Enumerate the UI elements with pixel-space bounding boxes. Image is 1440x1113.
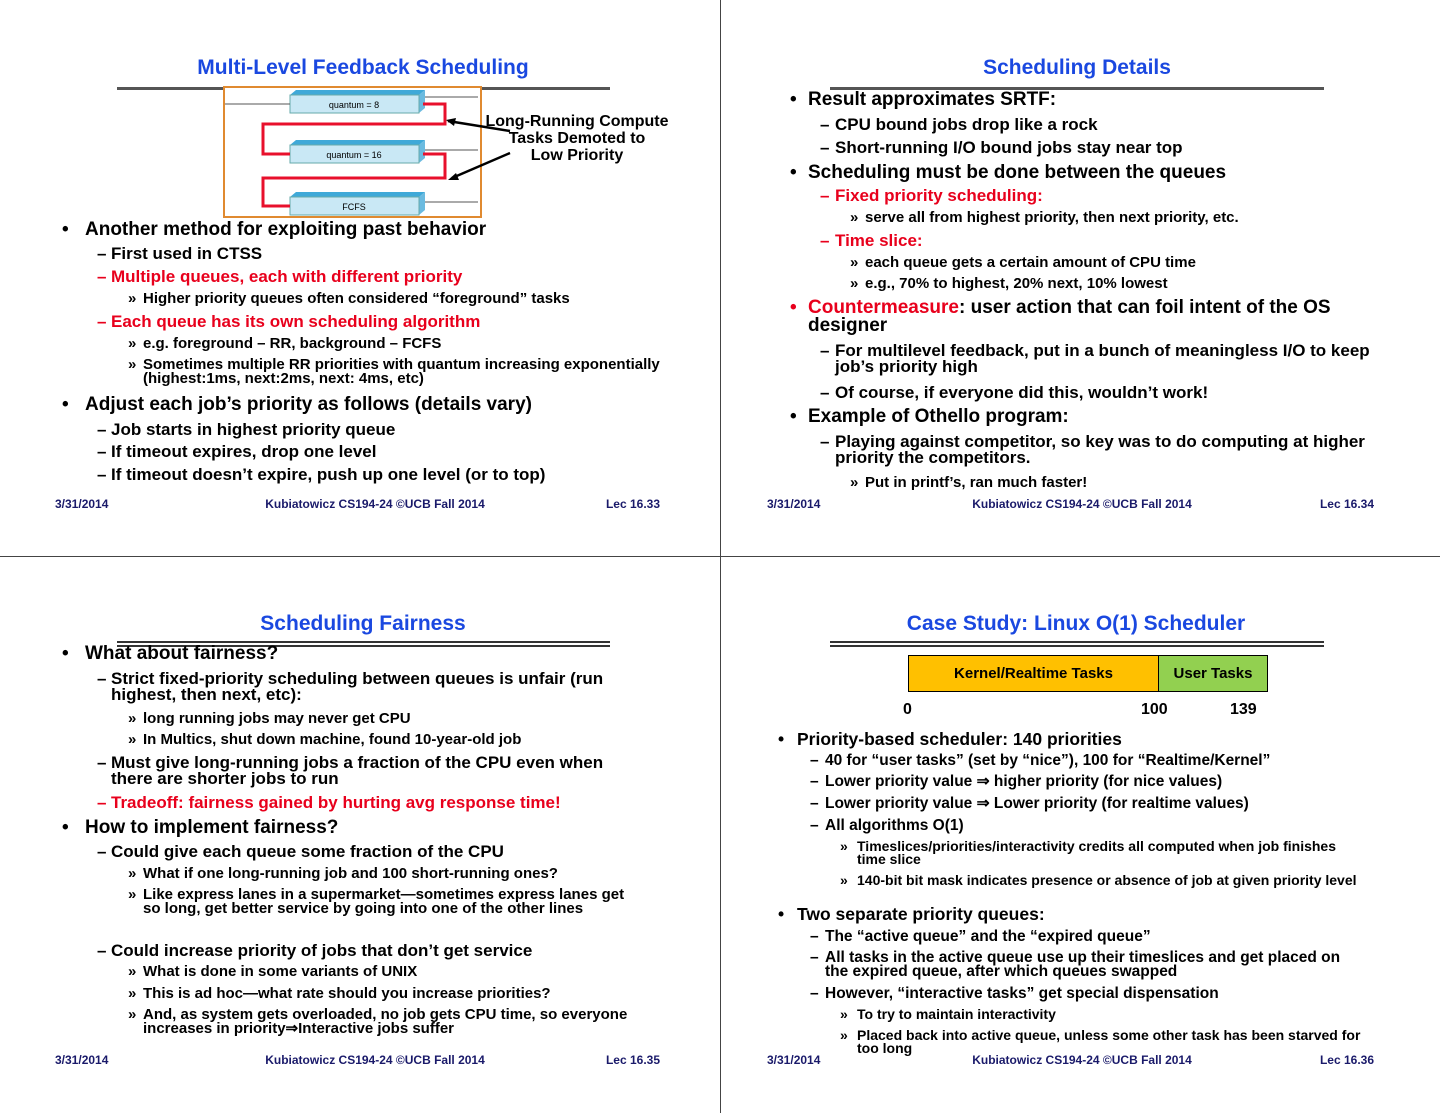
bullet-item <box>778 903 1365 924</box>
bullet-text: e.g., 70% to highest, 20% next, 10% lowest <box>865 274 1168 292</box>
slide-date: 3/31/2014 <box>767 497 821 511</box>
bullet-text: Tradeoff: fairness gained by hurting avg response time! <box>111 792 561 812</box>
svg-text:Tasks Demoted to: Tasks Demoted to <box>508 130 646 147</box>
bullet-marker: • <box>790 405 797 427</box>
kernel-segment: Kernel/Realtime Tasks <box>909 656 1159 691</box>
svg-text:quantum = 8: quantum = 8 <box>328 100 380 110</box>
bullet-text: Fixed priority scheduling: <box>835 185 1043 205</box>
bullet-text: What about fairness? <box>85 642 279 664</box>
bullet-text: 140-bit bit mask indicates presence or absence of job at given priority level <box>857 871 1357 888</box>
bullet-text: Adjust each job’s priority as follows (details vary) <box>85 393 532 415</box>
sub-sub-bullet-item <box>840 871 1365 888</box>
slide-footer: Kubiatowicz CS194-24 ©UCB Fall 2014 <box>972 1053 1192 1067</box>
title-rule <box>830 641 1324 647</box>
bullet-marker: – <box>810 772 819 790</box>
sub-bullet-item <box>810 927 1365 945</box>
sub-bullet-item <box>97 266 685 286</box>
sub-sub-bullet-item <box>850 274 1405 292</box>
bullet-marker: – <box>97 243 107 263</box>
bullet-marker: » <box>128 334 137 352</box>
bullet-marker: » <box>128 885 137 903</box>
bullet-item <box>62 393 685 415</box>
bullet-text: All algorithms O(1) <box>825 816 964 834</box>
bullet-text: each queue gets a certain amount of CPU time <box>865 253 1196 271</box>
sub-bullet-item <box>810 984 1365 1002</box>
bullet-text: The “active queue” and the “expired queue” <box>825 927 1151 945</box>
sub-bullet-item <box>97 311 685 331</box>
bullet-text: serve all from highest priority, then next priority, etc. <box>865 208 1239 226</box>
slide-title: Multi-Level Feedback Scheduling <box>197 56 529 79</box>
bullet-marker: – <box>97 464 107 484</box>
bullet-item <box>790 88 1405 110</box>
slide-scheduling-fairness <box>0 556 720 1112</box>
bullet-text: This is ad hoc—what rate should you increase priorities? <box>143 984 551 1002</box>
bullet-marker: – <box>97 940 107 960</box>
slide-date: 3/31/2014 <box>767 1053 821 1067</box>
bullet-text: Higher priority queues often considered “foreground” tasks <box>143 289 570 307</box>
queue-box <box>290 140 425 163</box>
sub-sub-bullet-item <box>850 473 1405 491</box>
bullet-text: : user action that can foil intent of the OS designer <box>808 296 1331 336</box>
mlfq-diagram <box>220 84 690 224</box>
slide-footer: Kubiatowicz CS194-24 ©UCB Fall 2014 <box>265 497 485 511</box>
bullet-text: Like express lanes in a supermarket—sometimes express lanes get so long, get better service by going into one of the other lines <box>143 885 625 917</box>
slide-multi-level-feedback <box>0 0 720 556</box>
sub-sub-bullet-item <box>128 1005 645 1037</box>
bullet-marker: – <box>97 668 107 688</box>
bullet-marker: » <box>128 289 137 307</box>
bullet-text: What is done in some variants of UNIX <box>143 962 418 980</box>
bullet-marker: » <box>128 864 137 882</box>
sub-bullet-item <box>820 114 1405 134</box>
sub-bullet-item <box>97 464 685 484</box>
bullet-marker: » <box>840 1026 848 1043</box>
bullet-text: Timeslices/priorities/interactivity credits all computed when job finishes time slice <box>857 837 1336 868</box>
bullet-marker: » <box>840 1005 848 1022</box>
bullet-text: Multiple queues, each with different priority <box>111 266 463 286</box>
svg-text:FCFS: FCFS <box>342 202 366 212</box>
sub-bullet-item <box>97 668 645 704</box>
bullet-marker: – <box>810 984 819 1002</box>
sub-bullet-item <box>820 185 1405 205</box>
bullet-text: Playing against competitor, so key was to do computing at higher priority the competitors. <box>835 431 1365 467</box>
bullet-marker: • <box>62 393 69 415</box>
highlight-term: Countermeasure <box>808 296 959 318</box>
bullet-text: Job starts in highest priority queue <box>111 419 396 439</box>
sub-bullet-item <box>97 441 685 461</box>
bullet-marker: • <box>62 816 69 838</box>
bullet-text: long running jobs may never get CPU <box>143 709 411 727</box>
bullet-text: For multilevel feedback, put in a bunch of meaningless I/O to keep job’s priority high <box>835 340 1370 376</box>
bullet-marker: – <box>820 431 830 451</box>
bullet-text: Could give each queue some fraction of the CPU <box>111 841 504 861</box>
tick-100: 100 <box>1141 701 1168 718</box>
sub-sub-bullet-item <box>128 289 685 307</box>
bullet-text: If timeout doesn’t expire, push up one level (or to top) <box>111 464 546 484</box>
sub-bullet-item <box>97 419 685 439</box>
bullet-marker: • <box>62 218 69 240</box>
slide-linux-o1-scheduler <box>720 556 1440 1112</box>
sub-bullet-item <box>97 841 645 861</box>
sub-sub-bullet-item <box>128 864 645 882</box>
bullet-item <box>790 405 1405 427</box>
sub-bullet-item <box>810 794 1365 812</box>
queue-box <box>290 192 425 215</box>
sub-bullet-item <box>820 431 1405 467</box>
bullet-text: Sometimes multiple RR priorities with quantum increasing exponentially (highest:1ms, next:2ms, next: 4ms, etc) <box>143 355 660 387</box>
bullet-marker: » <box>128 730 137 748</box>
bullet-text: Put in printf’s, ran much faster! <box>865 473 1088 491</box>
slide-title: Scheduling Fairness <box>260 612 466 635</box>
slide-number: Lec 16.33 <box>605 497 660 511</box>
bullet-text: Short-running I/O bound jobs stay near top <box>835 137 1183 157</box>
priority-range-bar <box>908 655 1268 692</box>
bullet-text: Scheduling must be done between the queues <box>808 161 1227 183</box>
sub-bullet-item <box>97 243 685 263</box>
sub-bullet-item <box>97 752 645 788</box>
sub-bullet-item <box>810 816 1365 834</box>
sub-sub-bullet-item <box>128 885 645 917</box>
bullet-marker: – <box>97 266 107 286</box>
bullet-marker: • <box>790 296 797 318</box>
bullet-marker: – <box>97 441 107 461</box>
bullet-text: 40 for “user tasks” (set by “nice”), 100 for “Realtime/Kernel” <box>825 751 1271 769</box>
bullet-text: However, “interactive tasks” get special dispensation <box>825 984 1219 1002</box>
bullet-text: Another method for exploiting past behavior <box>85 218 487 240</box>
bullet-marker: – <box>97 752 107 772</box>
slide-footer: Kubiatowicz CS194-24 ©UCB Fall 2014 <box>972 497 1192 511</box>
sub-bullet-item <box>820 137 1405 157</box>
bullet-text: First used in CTSS <box>111 243 263 263</box>
sub-bullet-item <box>820 230 1405 250</box>
sub-sub-bullet-item <box>128 709 645 727</box>
bullet-text: Lower priority value ⇒ Lower priority (for realtime values) <box>825 794 1249 812</box>
bullet-text: Example of Othello program: <box>808 405 1069 427</box>
bullet-text: Of course, if everyone did this, wouldn’t work! <box>835 382 1209 402</box>
bullet-marker: » <box>840 837 848 854</box>
bullet-marker: – <box>820 185 830 205</box>
bullet-marker: » <box>850 253 859 271</box>
sub-sub-bullet-item <box>850 253 1405 271</box>
sub-sub-bullet-item <box>128 355 685 387</box>
sub-bullet-item <box>820 340 1405 376</box>
sub-bullet-item <box>810 751 1365 769</box>
sub-sub-bullet-item <box>840 1026 1365 1057</box>
bullet-marker: » <box>128 709 137 727</box>
bullet-marker: » <box>850 208 859 226</box>
bullet-text: To try to maintain interactivity <box>857 1005 1056 1022</box>
bullet-marker: – <box>810 816 819 834</box>
slide-number: Lec 16.35 <box>605 1053 660 1067</box>
bullet-marker: – <box>97 419 107 439</box>
bullet-marker: – <box>820 340 830 360</box>
sub-bullet-item <box>97 940 645 960</box>
bullet-text: e.g. foreground – RR, background – FCFS <box>143 334 442 352</box>
bullet-marker: – <box>820 114 830 134</box>
sub-sub-bullet-item <box>128 334 685 352</box>
bullet-item <box>62 218 685 240</box>
bullet-text: Priority-based scheduler: 140 priorities <box>797 728 1122 749</box>
bullet-text: CPU bound jobs drop like a rock <box>835 114 1098 134</box>
slide-date: 3/31/2014 <box>55 1053 109 1067</box>
bullet-text: Placed back into active queue, unless some other task has been starved for too long <box>857 1026 1361 1057</box>
bullet-item <box>778 728 1365 749</box>
bullet-text: Each queue has its own scheduling algorithm <box>111 311 481 331</box>
bullet-marker: » <box>850 274 859 292</box>
sub-sub-bullet-item <box>850 208 1405 226</box>
slide-number: Lec 16.36 <box>1319 1053 1374 1067</box>
slide-footer: Kubiatowicz CS194-24 ©UCB Fall 2014 <box>265 1053 485 1067</box>
bullet-marker: – <box>820 137 830 157</box>
bullet-item <box>790 161 1405 183</box>
bullet-marker: • <box>778 903 785 924</box>
bullet-text: If timeout expires, drop one level <box>111 441 377 461</box>
bullet-marker: • <box>790 88 797 110</box>
bullet-text: Time slice: <box>835 230 923 250</box>
bullet-marker: • <box>790 161 797 183</box>
sub-sub-bullet-item <box>128 962 645 980</box>
sub-sub-bullet-item <box>128 984 645 1002</box>
slide-title: Case Study: Linux O(1) Scheduler <box>906 612 1246 635</box>
bullet-marker: • <box>778 728 785 749</box>
svg-text:quantum = 16: quantum = 16 <box>326 150 382 160</box>
bullet-marker: – <box>810 794 819 812</box>
sub-bullet-item <box>820 382 1405 402</box>
sub-bullet-item <box>810 948 1365 981</box>
bullet-text: Lower priority value ⇒ higher priority (for nice values) <box>825 772 1223 790</box>
bullet-text: Two separate priority queues: <box>797 903 1045 924</box>
bullet-marker: – <box>810 948 819 966</box>
bullet-marker: – <box>97 841 107 861</box>
tick-139: 139 <box>1230 701 1257 718</box>
tick-0: 0 <box>903 701 912 718</box>
bullet-text: Must give long-running jobs a fraction of the CPU even when there are shorter jobs to run <box>111 752 604 788</box>
bullet-text: And, as system gets overloaded, no job gets CPU time, so everyone increases in priority⇒Interactive jobs suffer <box>143 1005 628 1037</box>
bullet-text: Result approximates SRTF: <box>808 88 1057 110</box>
bullet-marker: – <box>97 792 107 812</box>
sub-sub-bullet-item <box>840 837 1365 868</box>
slide-date: 3/31/2014 <box>55 497 109 511</box>
bullet-marker: » <box>840 871 848 888</box>
bullet-marker: » <box>128 962 137 980</box>
bullet-text: All tasks in the active queue use up their timeslices and get placed on the expired queue, after which queues swapped <box>825 948 1341 981</box>
queue-box <box>290 90 425 113</box>
slide-title: Scheduling Details <box>983 56 1171 79</box>
sub-bullet-item <box>810 772 1365 790</box>
bullet-marker: » <box>128 355 137 373</box>
bullet-text: Strict fixed-priority scheduling between queues is unfair (run highest, then next, etc): <box>111 668 604 704</box>
bullet-marker: » <box>128 1005 137 1023</box>
bullet-item <box>62 642 645 664</box>
bullet-marker: » <box>128 984 137 1002</box>
bullet-item <box>62 816 645 838</box>
bullet-marker: – <box>820 230 830 250</box>
bullet-marker: – <box>820 382 830 402</box>
bullet-marker: – <box>97 311 107 331</box>
bullet-item <box>790 296 1405 336</box>
svg-text:Long-Running Compute: Long-Running Compute <box>485 113 669 130</box>
slide-number: Lec 16.34 <box>1319 497 1374 511</box>
bullet-marker: – <box>810 927 819 945</box>
svg-text:Low Priority: Low Priority <box>530 147 624 164</box>
bullet-marker: » <box>850 473 859 491</box>
slide-scheduling-details <box>720 0 1440 556</box>
bullet-text: Could increase priority of jobs that don’t get service <box>111 940 533 960</box>
user-segment: User Tasks <box>1159 656 1267 691</box>
bullet-marker: – <box>810 751 819 769</box>
sub-bullet-item <box>97 792 645 812</box>
sub-sub-bullet-item <box>128 730 645 748</box>
bullet-text: How to implement fairness? <box>85 816 339 838</box>
bullet-text: What if one long-running job and 100 short-running ones? <box>143 864 558 882</box>
bullet-text: In Multics, shut down machine, found 10-year-old job <box>143 730 522 748</box>
bullet-marker: • <box>62 642 69 664</box>
sub-sub-bullet-item <box>840 1005 1365 1022</box>
